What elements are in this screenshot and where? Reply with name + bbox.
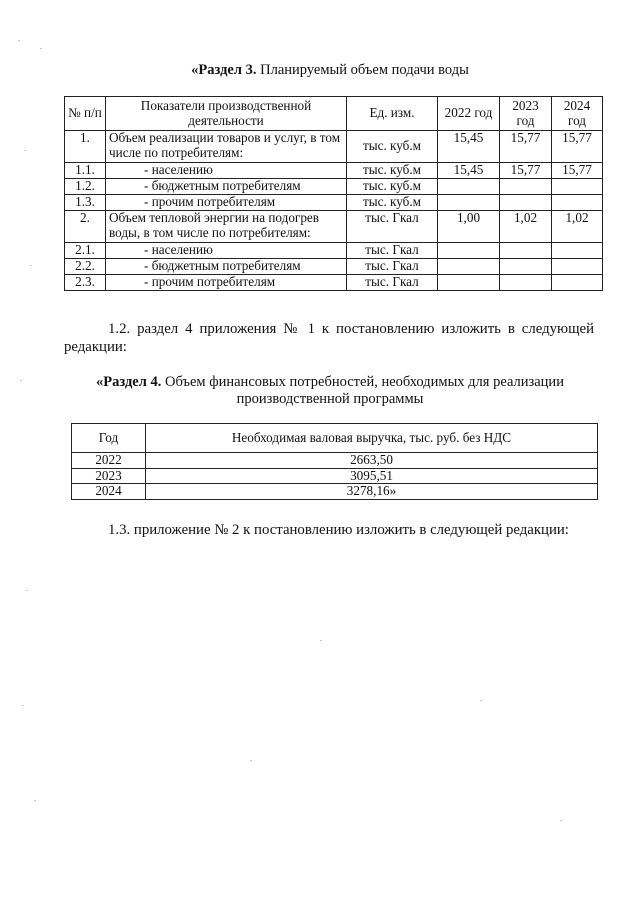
row-2024 [552, 259, 603, 275]
section3-title: Планируемый объем подачи воды [256, 62, 469, 78]
row-indicator: Объем тепловой энергии на подогрев воды, в том числе по потребителям: [106, 211, 347, 243]
row-indicator: - бюджетным потребителям [106, 259, 347, 275]
section4-title-line2: производственной программы [236, 391, 424, 407]
scan-speck [250, 760, 252, 761]
section3-prefix: «Раздел 3. [191, 62, 257, 78]
row-2024: 15,77 [552, 163, 603, 179]
row-2022 [438, 259, 500, 275]
row-year: 2023 [72, 468, 146, 484]
table-row [65, 211, 603, 243]
header-year: Год [72, 424, 146, 453]
scan-speck [560, 820, 562, 821]
row-unit: тыс. Гкал [347, 259, 438, 275]
section4-prefix: «Раздел 4. [96, 374, 162, 390]
row-indicator: - бюджетным потребителям [106, 179, 347, 195]
section3-heading [60, 62, 600, 79]
row-num: 1. [65, 131, 106, 163]
row-2023: 15,77 [500, 163, 552, 179]
row-year: 2024 [72, 484, 146, 500]
scan-speck [30, 265, 32, 266]
paragraph-1-3 [64, 521, 594, 539]
row-num: 1.1. [65, 163, 106, 179]
row-unit: тыс. куб.м [347, 131, 438, 163]
header-2022: 2022 год [438, 97, 500, 131]
section4-title-line1 [60, 374, 600, 391]
row-2023: 15,77 [500, 131, 552, 163]
row-2024 [552, 243, 603, 259]
row-2022 [438, 195, 500, 211]
row-2022 [438, 243, 500, 259]
row-2022 [438, 275, 500, 291]
header-2023: 2023 год [500, 97, 552, 131]
table-row [72, 484, 598, 500]
table-row [65, 195, 603, 211]
row-2024 [552, 179, 603, 195]
scan-speck [320, 640, 322, 641]
section4-heading [60, 374, 600, 408]
table-header-row [72, 424, 598, 453]
row-2022: 1,00 [438, 211, 500, 243]
row-num: 2.1. [65, 243, 106, 259]
table-row [65, 275, 603, 291]
row-2022: 15,45 [438, 131, 500, 163]
scan-speck [18, 40, 20, 41]
row-2023 [500, 243, 552, 259]
paragraph-1-2-text: 1.2. раздел 4 приложения № 1 к постановлению изложить в следующей редакции: [64, 321, 594, 355]
row-unit: тыс. куб.м [347, 163, 438, 179]
table-row [65, 259, 603, 275]
row-unit: тыс. Гкал [347, 211, 438, 243]
table-row [65, 131, 603, 163]
scan-speck [26, 590, 28, 591]
row-unit: тыс. Гкал [347, 243, 438, 259]
row-2022 [438, 179, 500, 195]
row-indicator: Объем реализации товаров и услуг, в том числе по потребителям: [106, 131, 347, 163]
row-num: 2. [65, 211, 106, 243]
scan-speck [480, 700, 482, 701]
financial-needs-table [71, 423, 598, 500]
scan-speck [20, 380, 22, 381]
row-2023: 1,02 [500, 211, 552, 243]
row-2023 [500, 275, 552, 291]
row-2023 [500, 259, 552, 275]
header-indicator: Показатели производственной деятельности [106, 97, 347, 131]
row-indicator: - населению [106, 243, 347, 259]
scan-speck [22, 705, 24, 706]
section4-title-1: Объем финансовых потребностей, необходимых для реализации [161, 374, 564, 390]
table-row [72, 453, 598, 469]
row-2024: 15,77 [552, 131, 603, 163]
row-unit: тыс. куб.м [347, 195, 438, 211]
row-indicator: - населению [106, 163, 347, 179]
row-2024 [552, 195, 603, 211]
row-num: 1.2. [65, 179, 106, 195]
paragraph-1-2 [64, 320, 594, 356]
row-2022: 15,45 [438, 163, 500, 179]
row-2024: 1,02 [552, 211, 603, 243]
scan-speck [40, 48, 42, 49]
row-2023 [500, 195, 552, 211]
table-row [65, 243, 603, 259]
table-header-row [65, 97, 603, 131]
header-num: № п/п [65, 97, 106, 131]
row-year: 2022 [72, 453, 146, 469]
paragraph-1-3-text: 1.3. приложение № 2 к постановлению изложить в следующей редакции: [108, 522, 569, 538]
water-supply-table [64, 96, 603, 291]
row-num: 2.3. [65, 275, 106, 291]
table-row [65, 179, 603, 195]
row-revenue: 3278,16» [146, 484, 598, 500]
header-2024: 2024 год [552, 97, 603, 131]
header-unit: Ед. изм. [347, 97, 438, 131]
scan-speck [34, 800, 36, 801]
row-revenue: 3095,51 [146, 468, 598, 484]
row-num: 1.3. [65, 195, 106, 211]
row-unit: тыс. Гкал [347, 275, 438, 291]
row-indicator: - прочим потребителям [106, 195, 347, 211]
row-indicator: - прочим потребителям [106, 275, 347, 291]
row-2024 [552, 275, 603, 291]
table-row [72, 468, 598, 484]
scan-speck [24, 150, 26, 151]
row-unit: тыс. куб.м [347, 179, 438, 195]
row-num: 2.2. [65, 259, 106, 275]
row-2023 [500, 179, 552, 195]
row-revenue: 2663,50 [146, 453, 598, 469]
table-row [65, 163, 603, 179]
header-revenue: Необходимая валовая выручка, тыс. руб. без НДС [146, 424, 598, 453]
